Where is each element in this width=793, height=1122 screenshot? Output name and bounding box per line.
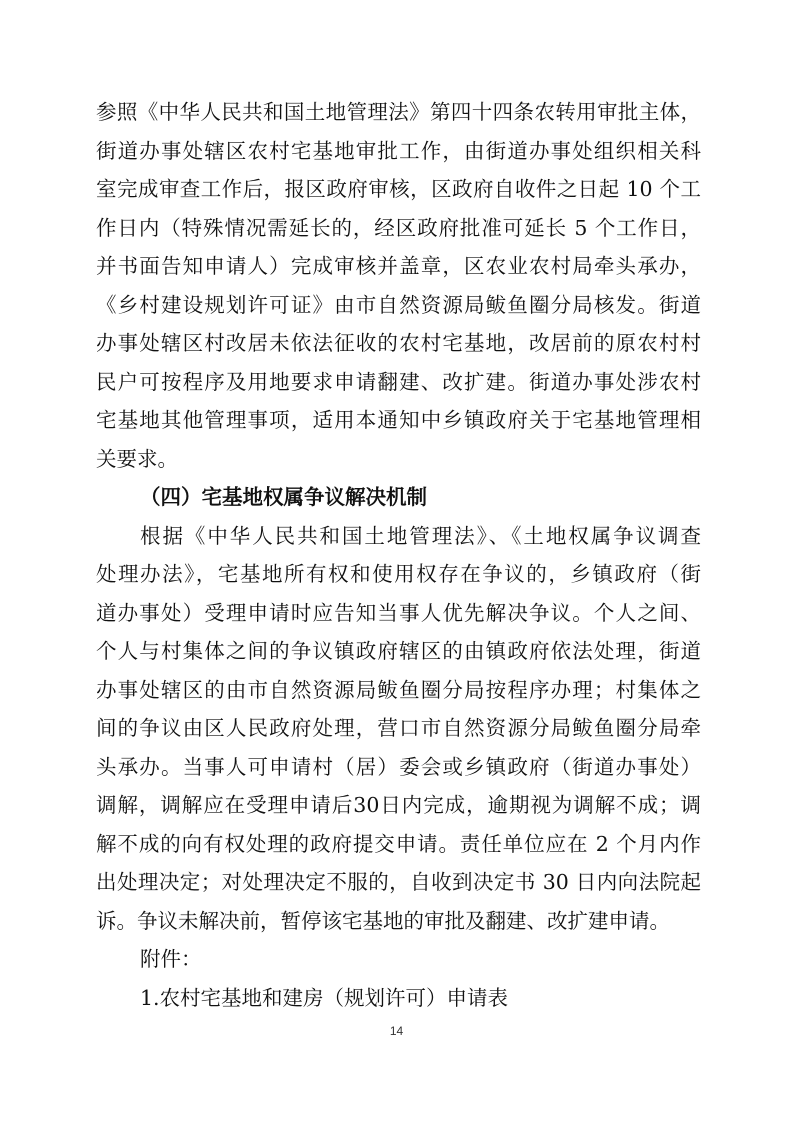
paragraph-line: 街道办事处辖区农村宅基地审批工作，由街道办事处组织相关科	[96, 139, 701, 163]
paragraph-line: 参照《中华人民共和国土地管理法》第四十四条农转用审批主体，	[96, 100, 701, 124]
page-number: 14	[389, 1024, 404, 1038]
paragraph-line: 调解，调解应在受理申请后30日内完成，逾期视为调解不成；调	[96, 793, 701, 817]
paragraph-line: 室完成审查工作后，报区政府审核，区政府自收件之日起 10 个工	[96, 177, 701, 201]
paragraph-line: 个人与村集体之间的争议镇政府辖区的由镇政府依法处理，街道	[96, 639, 701, 663]
paragraph-line: 宅基地其他管理事项，适用本通知中乡镇政府关于宅基地管理相	[96, 408, 701, 432]
paragraph-line: 诉。争议未解决前，暂停该宅基地的审批及翻建、改扩建申请。	[96, 909, 670, 933]
paragraph-line: 作日内（特殊情况需延长的，经区政府批准可延长 5 个工作日，	[96, 216, 701, 240]
paragraph-line: 关要求。	[96, 447, 178, 471]
paragraph-line: 解不成的向有权处理的政府提交申请。责任单位应在 2 个月内作	[96, 832, 701, 856]
paragraph-line: 《乡村建设规划许可证》由市自然资源局鲅鱼圈分局核发。街道	[96, 293, 701, 317]
paragraph-line: 处理办法》，宅基地所有权和使用权存在争议的，乡镇政府（街	[96, 562, 701, 586]
paragraph-line: 根据《中华人民共和国土地管理法》、《土地权属争议调查	[140, 524, 701, 548]
paragraph-line: 办事处辖区村改居未依法征收的农村宅基地，改居前的原农村村	[96, 331, 701, 355]
paragraph-line: 民户可按程序及用地要求申请翻建、改扩建。街道办事处涉农村	[96, 370, 701, 394]
paragraph-line: 间的争议由区人民政府处理，营口市自然资源分局鲅鱼圈分局牵	[96, 716, 701, 740]
paragraph-line: 头承办。当事人可申请村（居）委会或乡镇政府（街道办事处）	[96, 755, 701, 779]
attachment-label: 附件：	[140, 947, 202, 971]
paragraph-line: 办事处辖区的由市自然资源局鲅鱼圈分局按程序办理；村集体之	[96, 678, 701, 702]
paragraph-line: 道办事处）受理申请时应告知当事人优先解决争议。个人之间、	[96, 601, 701, 625]
section-heading: （四）宅基地权属争议解决机制	[140, 485, 427, 509]
paragraph-line: 出处理决定；对处理决定不服的，自收到决定书 30 日内向法院起	[96, 870, 701, 894]
paragraph-line: 并书面告知申请人）完成审核并盖章，区农业农村局牵头承办，	[96, 254, 701, 278]
attachment-item: 1.农村宅基地和建房（规划许可）申请表	[140, 986, 509, 1010]
